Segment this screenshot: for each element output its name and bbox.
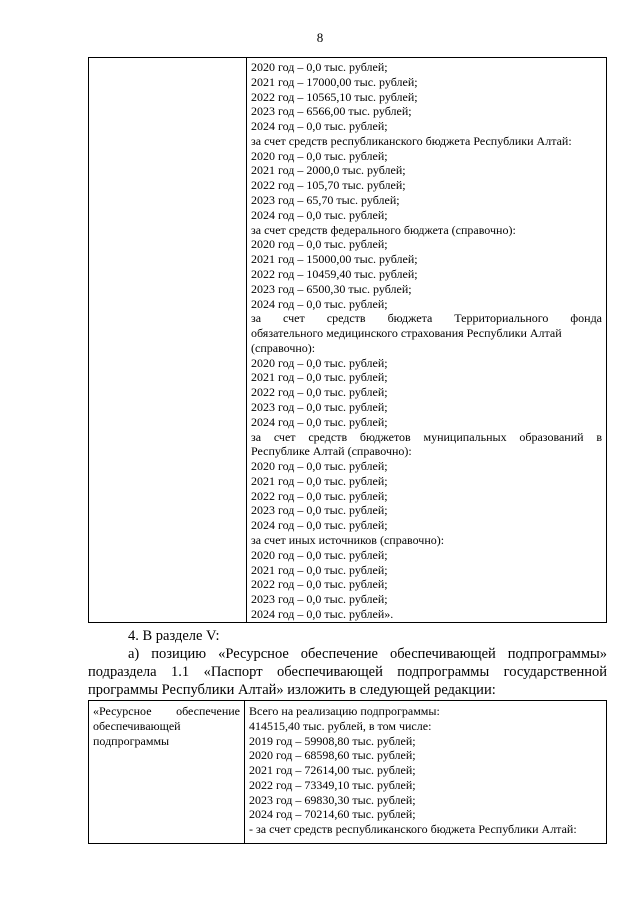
position-name-cell	[89, 701, 245, 844]
funding-line: 2023 год – 6566,00 тыс. рублей;	[251, 104, 412, 119]
funding-line: 2020 год – 0,0 тыс. рублей;	[251, 355, 388, 370]
paragraph-line: подраздела 1.1 «Паспорт обеспечивающей подпрограммы государственной	[88, 664, 607, 680]
funding-line: 2024 год – 0,0 тыс. рублей;	[251, 414, 388, 429]
funding-line: 2024 год – 0,0 тыс. рублей;	[251, 296, 388, 311]
funding-source-heading: Республике Алтай (справочно):	[251, 444, 412, 459]
resource-line: 2019 год – 59908,80 тыс. рублей;	[249, 733, 416, 748]
funding-line: 2021 год – 17000,00 тыс. рублей;	[251, 74, 418, 89]
resource-line: 414515,40 тыс. рублей, в том числе:	[249, 718, 432, 733]
funding-line: 2022 год – 10459,40 тыс. рублей;	[251, 266, 418, 281]
funding-line: 2022 год – 105,70 тыс. рублей;	[251, 178, 406, 193]
section-heading: 4. В разделе V:	[128, 628, 220, 644]
funding-line: 2023 год – 65,70 тыс. рублей;	[251, 193, 400, 208]
funding-source-heading: (справочно):	[251, 340, 316, 355]
resource-line: Всего на реализацию подпрограммы:	[249, 704, 440, 718]
resource-line: 2024 год – 70214,60 тыс. рублей;	[249, 807, 416, 822]
funding-source-heading: за счет средств бюджета Территориального фонда	[251, 311, 602, 326]
funding-line: 2024 год – 0,0 тыс. рублей;	[251, 119, 388, 134]
position-name-line: «Ресурсное обеспечение	[93, 704, 240, 718]
funding-line: 2021 год – 0,0 тыс. рублей;	[251, 370, 388, 385]
funding-line: 2020 год – 0,0 тыс. рублей;	[251, 459, 388, 474]
funding-line: 2021 год – 0,0 тыс. рублей;	[251, 473, 388, 488]
funding-source-heading: обязательного медицинского страхования Республики Алтай	[251, 326, 562, 341]
funding-line: 2023 год – 6500,30 тыс. рублей;	[251, 281, 412, 296]
funding-source-heading: за счет иных источников (справочно):	[251, 533, 445, 547]
funding-line: 2022 год – 10565,10 тыс. рублей;	[251, 89, 418, 104]
funding-line: 2020 год – 0,0 тыс. рублей;	[251, 237, 388, 252]
funding-line: 2022 год – 0,0 тыс. рублей;	[251, 488, 388, 503]
paragraph-line: программы Республики Алтай» изложить в следующей редакции:	[88, 682, 496, 698]
funding-line: 2020 год – 0,0 тыс. рублей;	[251, 547, 388, 562]
resource-provision-table	[88, 700, 607, 844]
resource-line: - за счет средств республиканского бюджета Республики Алтай:	[249, 822, 577, 837]
funding-line: 2020 год – 0,0 тыс. рублей;	[251, 60, 388, 74]
funding-source-heading: за счет средств республиканского бюджета Республики Алтай:	[251, 133, 572, 148]
funding-line: 2023 год – 0,0 тыс. рублей;	[251, 399, 388, 414]
resource-line: 2022 год – 73349,10 тыс. рублей;	[249, 777, 416, 792]
resource-line: 2023 год – 69830,30 тыс. рублей;	[249, 792, 416, 807]
funding-line: 2021 год – 15000,00 тыс. рублей;	[251, 252, 418, 267]
funding-line: 2022 год – 0,0 тыс. рублей;	[251, 385, 388, 400]
funding-line: 2021 год – 2000,0 тыс. рублей;	[251, 163, 406, 178]
resource-details-cell	[245, 701, 607, 844]
funding-line: 2023 год – 0,0 тыс. рублей;	[251, 592, 388, 607]
table-left-cell-empty	[89, 58, 247, 623]
funding-line: 2020 год – 0,0 тыс. рублей;	[251, 148, 388, 163]
body-paragraph	[88, 645, 607, 699]
funding-source-heading: за счет средств федерального бюджета (справочно):	[251, 222, 516, 237]
funding-line: 2023 год – 0,0 тыс. рублей;	[251, 503, 388, 518]
resource-line: 2020 год – 68598,60 тыс. рублей;	[249, 748, 416, 763]
funding-line: 2024 год – 0,0 тыс. рублей;	[251, 207, 388, 222]
funding-details-cell	[247, 58, 607, 623]
funding-line: 2021 год – 0,0 тыс. рублей;	[251, 562, 388, 577]
paragraph-line: а) позицию «Ресурсное обеспечение обеспечивающей подпрограммы»	[128, 646, 607, 662]
position-name-line: обеспечивающей	[93, 718, 181, 733]
funding-source-heading: за счет средств бюджетов муниципальных образований в	[251, 429, 602, 444]
funding-line: 2024 год – 0,0 тыс. рублей».	[251, 606, 394, 621]
funding-line: 2022 год – 0,0 тыс. рублей;	[251, 577, 388, 592]
funding-table-continued	[88, 57, 607, 623]
funding-line: 2024 год – 0,0 тыс. рублей;	[251, 518, 388, 533]
position-name-line: подпрограммы	[93, 733, 170, 748]
resource-line: 2021 год – 72614,00 тыс. рублей;	[249, 763, 416, 778]
page-number: 8	[316, 30, 324, 45]
